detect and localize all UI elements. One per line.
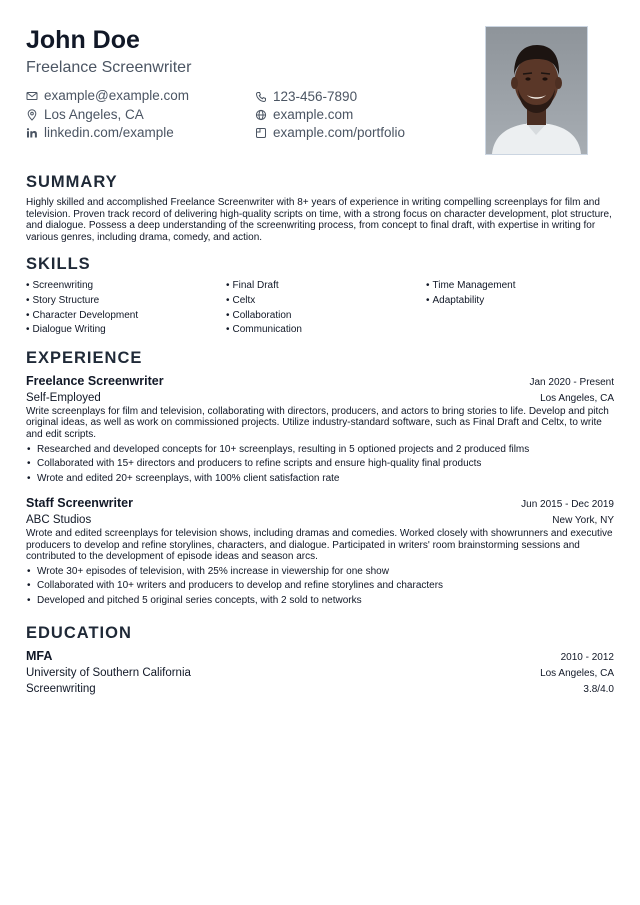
skills-column-2 xyxy=(226,279,426,337)
degree: MFA xyxy=(26,649,53,664)
summary-section xyxy=(26,172,614,243)
job-company: ABC Studios xyxy=(26,514,92,527)
skills-list xyxy=(26,279,614,337)
candidate-name: John Doe xyxy=(26,26,140,54)
contact-linkedin[interactable] xyxy=(26,124,174,142)
contact-email[interactable] xyxy=(26,87,189,105)
summary-text: Highly skilled and accomplished Freelance Screenwriter with 8+ years of experience in writing compelling screenplays for film and television. Proven track record of delivering high-quality scripts on time, with a strong focus on character development, plot structure, and dialogue. Possess a deep understanding of the screenwriting process, from concept to final draft, with expertise in writing for various genres, including drama, comedy, and action. xyxy=(26,197,612,243)
portfolio-icon xyxy=(255,127,267,139)
skill-item: • Story Structure xyxy=(26,294,226,309)
job-location: New York, NY xyxy=(552,515,614,527)
school-name: University of Southern California xyxy=(26,667,191,680)
job-company: Self-Employed xyxy=(26,391,101,404)
contact-phone[interactable] xyxy=(255,88,357,106)
experience-section xyxy=(26,348,614,609)
job-dates: Jan 2020 - Present xyxy=(529,376,614,388)
job-title: Freelance Screenwriter xyxy=(26,373,164,388)
phone-text: 123-456-7890 xyxy=(273,89,358,104)
achievement-item: • Researched and developed concepts for 10+ screenplays, resulting in 5 optioned projects and 2 produced films xyxy=(26,443,614,458)
skill-item: • Character Development xyxy=(26,309,226,324)
job-description: Write screenplays for film and television, collaborating with directors, producers, and actors to bring stories to life. Develop and pitch original ideas, as well as work on commissioned projects. Utilize industry-standard software, such as Final Draft and Celtx, to write and edit scripts. xyxy=(26,405,609,440)
skills-column-3 xyxy=(426,279,614,337)
skill-item: • Collaboration xyxy=(226,309,426,324)
education-section xyxy=(26,623,614,697)
skills-heading: SKILLS xyxy=(26,255,91,274)
achievement-item: • Wrote 30+ episodes of television, with 25% increase in viewership for one show xyxy=(26,565,614,580)
education-heading: EDUCATION xyxy=(26,624,132,643)
skill-item: • Adaptability xyxy=(426,294,614,309)
skill-item: • Communication xyxy=(226,323,426,338)
location-text: Los Angeles, CA xyxy=(44,107,144,122)
school-location: Los Angeles, CA xyxy=(540,668,614,680)
job-entry xyxy=(26,495,614,608)
job-achievements xyxy=(26,443,614,487)
field-of-study: Screenwriting xyxy=(26,683,96,696)
skill-item: • Screenwriting xyxy=(26,279,226,294)
education-dates: 2010 - 2012 xyxy=(560,652,614,664)
linkedin-text: linkedin.com/example xyxy=(44,125,174,140)
portfolio-text: example.com/portfolio xyxy=(273,125,406,140)
contact-portfolio[interactable] xyxy=(255,124,405,142)
job-title: Staff Screenwriter xyxy=(26,496,133,511)
website-text: example.com xyxy=(273,107,354,122)
job-location: Los Angeles, CA xyxy=(540,392,614,404)
summary-heading: SUMMARY xyxy=(26,173,118,191)
achievement-item: • Collaborated with 15+ directors and producers to refine scripts and ensure high-quality final products xyxy=(26,457,614,472)
job-dates: Jun 2015 - Dec 2019 xyxy=(521,499,614,511)
globe-icon xyxy=(255,109,267,121)
mail-icon xyxy=(26,90,38,102)
candidate-role: Freelance Screenwriter xyxy=(26,59,192,76)
job-achievements xyxy=(26,565,614,609)
resume-page xyxy=(26,24,614,697)
experience-heading: EXPERIENCE xyxy=(26,348,143,367)
gpa: 3.8/4.0 xyxy=(583,684,614,696)
phone-icon xyxy=(255,91,267,103)
achievement-item: • Collaborated with 10+ writers and producers to develop and refine storylines and characters xyxy=(26,579,614,594)
education-entry xyxy=(26,648,614,697)
skill-item: • Celtx xyxy=(226,294,426,309)
contact-website[interactable] xyxy=(255,106,353,124)
skill-item: • Time Management xyxy=(426,279,614,294)
skill-item: • Dialogue Writing xyxy=(26,323,226,338)
skills-column-1 xyxy=(26,279,226,337)
profile-photo xyxy=(485,26,588,155)
contact-location xyxy=(26,106,144,124)
resume-header xyxy=(26,24,614,164)
location-pin-icon xyxy=(26,109,38,121)
email-text: example@example.com xyxy=(44,88,190,103)
skills-section xyxy=(26,254,614,337)
achievement-item: • Developed and pitched 5 original series concepts, with 2 sold to networks xyxy=(26,594,614,609)
job-description: Wrote and edited screenplays for television shows, including dramas and comedies. Worked closely with showrunners and executive producers to develop and refine storylines, characters, and dialogue. Participated in writers' room brainstorming sessions and contributed to the development of episode ideas and season arcs. xyxy=(26,528,613,563)
linkedin-icon xyxy=(26,127,38,139)
achievement-item: • Wrote and edited 20+ screenplays, with 100% client satisfaction rate xyxy=(26,472,614,487)
skill-item: • Final Draft xyxy=(226,279,426,294)
job-entry xyxy=(26,373,614,486)
